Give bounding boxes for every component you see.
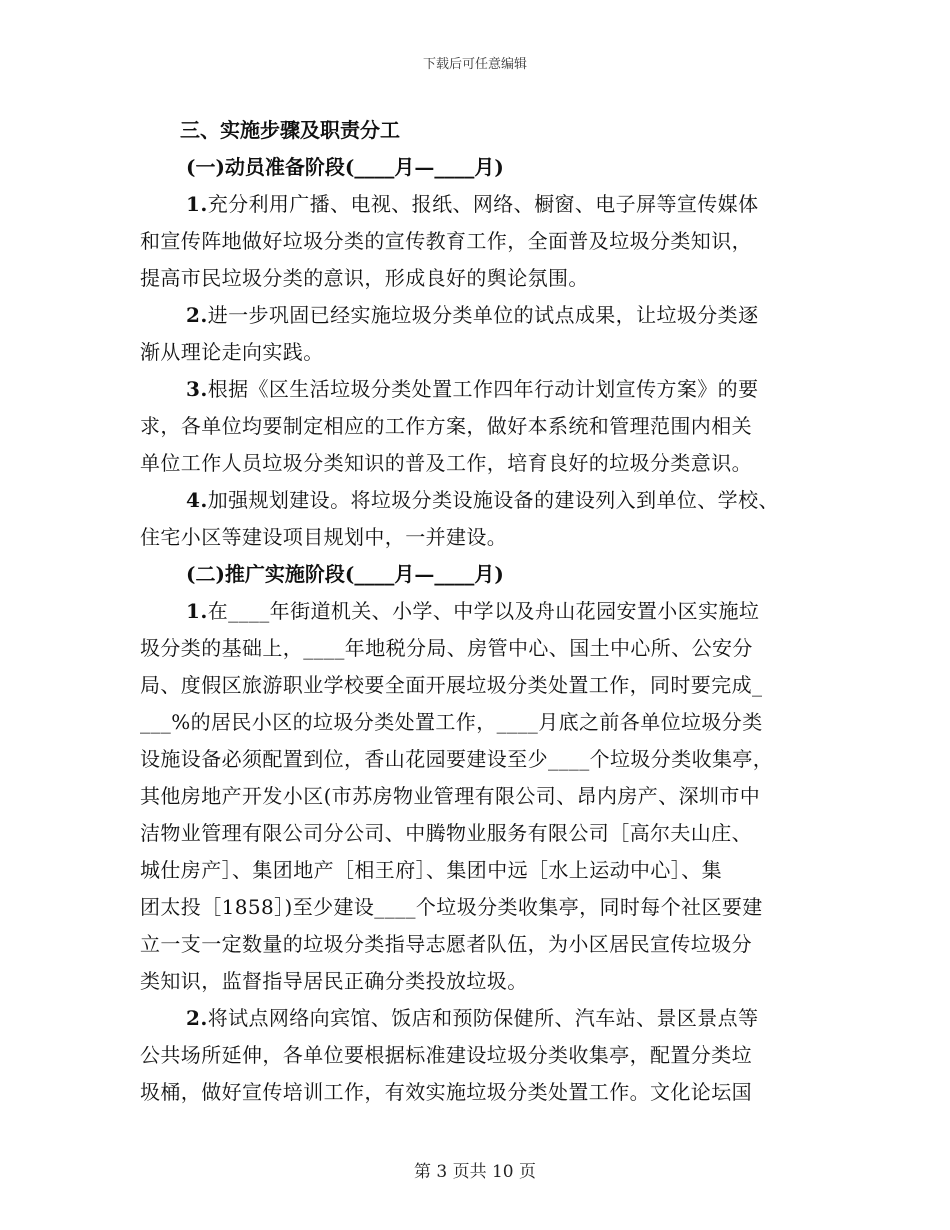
paragraph-line: 立一支一定数量的垃圾分类指导志愿者队伍，为小区居民宣传垃圾分 [140, 932, 752, 956]
paragraph-line: 类知识，监督指导居民正确分类投放垃圾。 [140, 969, 528, 993]
paragraph-line: 团太投［1858］)至少建设____个垃圾分类收集亭，同时每个社区要建 [140, 895, 763, 919]
paragraph-line [140, 1000, 812, 1037]
line-text: 进一步巩固已经实施垃圾分类单位的试点成果，让垃圾分类逐 [207, 303, 759, 327]
item-number: 3. [186, 377, 208, 401]
item-number: 1. [186, 192, 208, 216]
document-body [140, 112, 812, 1111]
paragraph-line: 局、度假区旅游职业学校要全面开展垃圾分类处置工作，同时要完成_ [140, 673, 763, 697]
phase1-item-1 [140, 186, 812, 297]
line-text: 根据《区生活垃圾分类处置工作四年行动计划宣传方案》的要 [207, 377, 759, 401]
page-header: 下载后可任意编辑 [422, 57, 527, 72]
phase1-item-4 [140, 482, 812, 556]
item-number: 2. [186, 1006, 208, 1030]
paragraph-line: 圾桶，做好宣传培训工作，有效实施垃圾分类处置工作。文化论坛国 [140, 1080, 752, 1104]
line-text: 充分利用广播、电视、报纸、网络、橱窗、电子屏等宣传媒体 [207, 192, 759, 216]
paragraph-line: 圾分类的基础上，____年地税分局、房管中心、国土中心所、公安分 [140, 636, 753, 660]
page-footer: 第 3 页共 10 页 [413, 1162, 537, 1182]
paragraph-line: 城仕房产］、集团地产［相王府］、集团中远［水上运动中心］、集 [140, 858, 722, 882]
paragraph-line: 住宅小区等建设项目规划中，一并建设。 [140, 525, 508, 549]
paragraph-line: 公共场所延伸，各单位要根据标准建设垃圾分类收集亭，配置分类垃 [140, 1043, 752, 1067]
paragraph-line: 提高市民垃圾分类的意识，形成良好的舆论氛围。 [140, 266, 589, 290]
paragraph-line [140, 482, 812, 519]
phase1-title: (一)动员准备阶段(____月—____月) [186, 155, 504, 179]
paragraph-line [140, 593, 812, 630]
paragraph-line: 求，各单位均要制定相应的工作方案，做好本系统和管理范围内相关 [140, 414, 752, 438]
paragraph-line [140, 371, 812, 408]
paragraph-line: 设施设备必须配置到位，香山花园要建设至少____个垃圾分类收集亭， [140, 747, 774, 771]
paragraph-line: 和宣传阵地做好垃圾分类的宣传教育工作，全面普及垃圾分类知识， [140, 229, 752, 253]
paragraph-line: ___%的居民小区的垃圾分类处置工作，____月底之前各单位垃圾分类 [140, 710, 763, 734]
line-text: 将试点网络向宾馆、饭店和预防保健所、汽车站、景区景点等 [207, 1006, 759, 1030]
phase2-item-1 [140, 593, 812, 1000]
line-text: 加强规划建设。将垃圾分类设施设备的建设列入到单位、学校、 [207, 488, 779, 512]
paragraph-line: 洁物业管理有限公司分公司、中腾物业服务有限公司［高尔夫山庄、 [140, 821, 752, 845]
paragraph-line: 单位工作人员垃圾分类知识的普及工作，培育良好的垃圾分类意识。 [140, 451, 752, 475]
section-title: 三、实施步骤及职责分工 [180, 118, 400, 142]
phase1-item-2 [140, 297, 812, 371]
phase1-item-3 [140, 371, 812, 482]
item-number: 2. [186, 303, 208, 327]
line-text: 在____年街道机关、小学、中学以及舟山花园安置小区实施垃 [207, 599, 760, 623]
paragraph-line: 渐从理论走向实践。 [140, 340, 324, 364]
paragraph-line [140, 186, 812, 223]
phase2-item-2 [140, 1000, 812, 1111]
item-number: 1. [186, 599, 208, 623]
paragraph-line [140, 297, 812, 334]
item-number: 4. [186, 488, 208, 512]
paragraph-line: 其他房地产开发小区(市苏房物业管理有限公司、昂内房产、深圳市中 [140, 784, 761, 808]
phase2-title: (二)推广实施阶段(____月—____月) [186, 562, 504, 586]
